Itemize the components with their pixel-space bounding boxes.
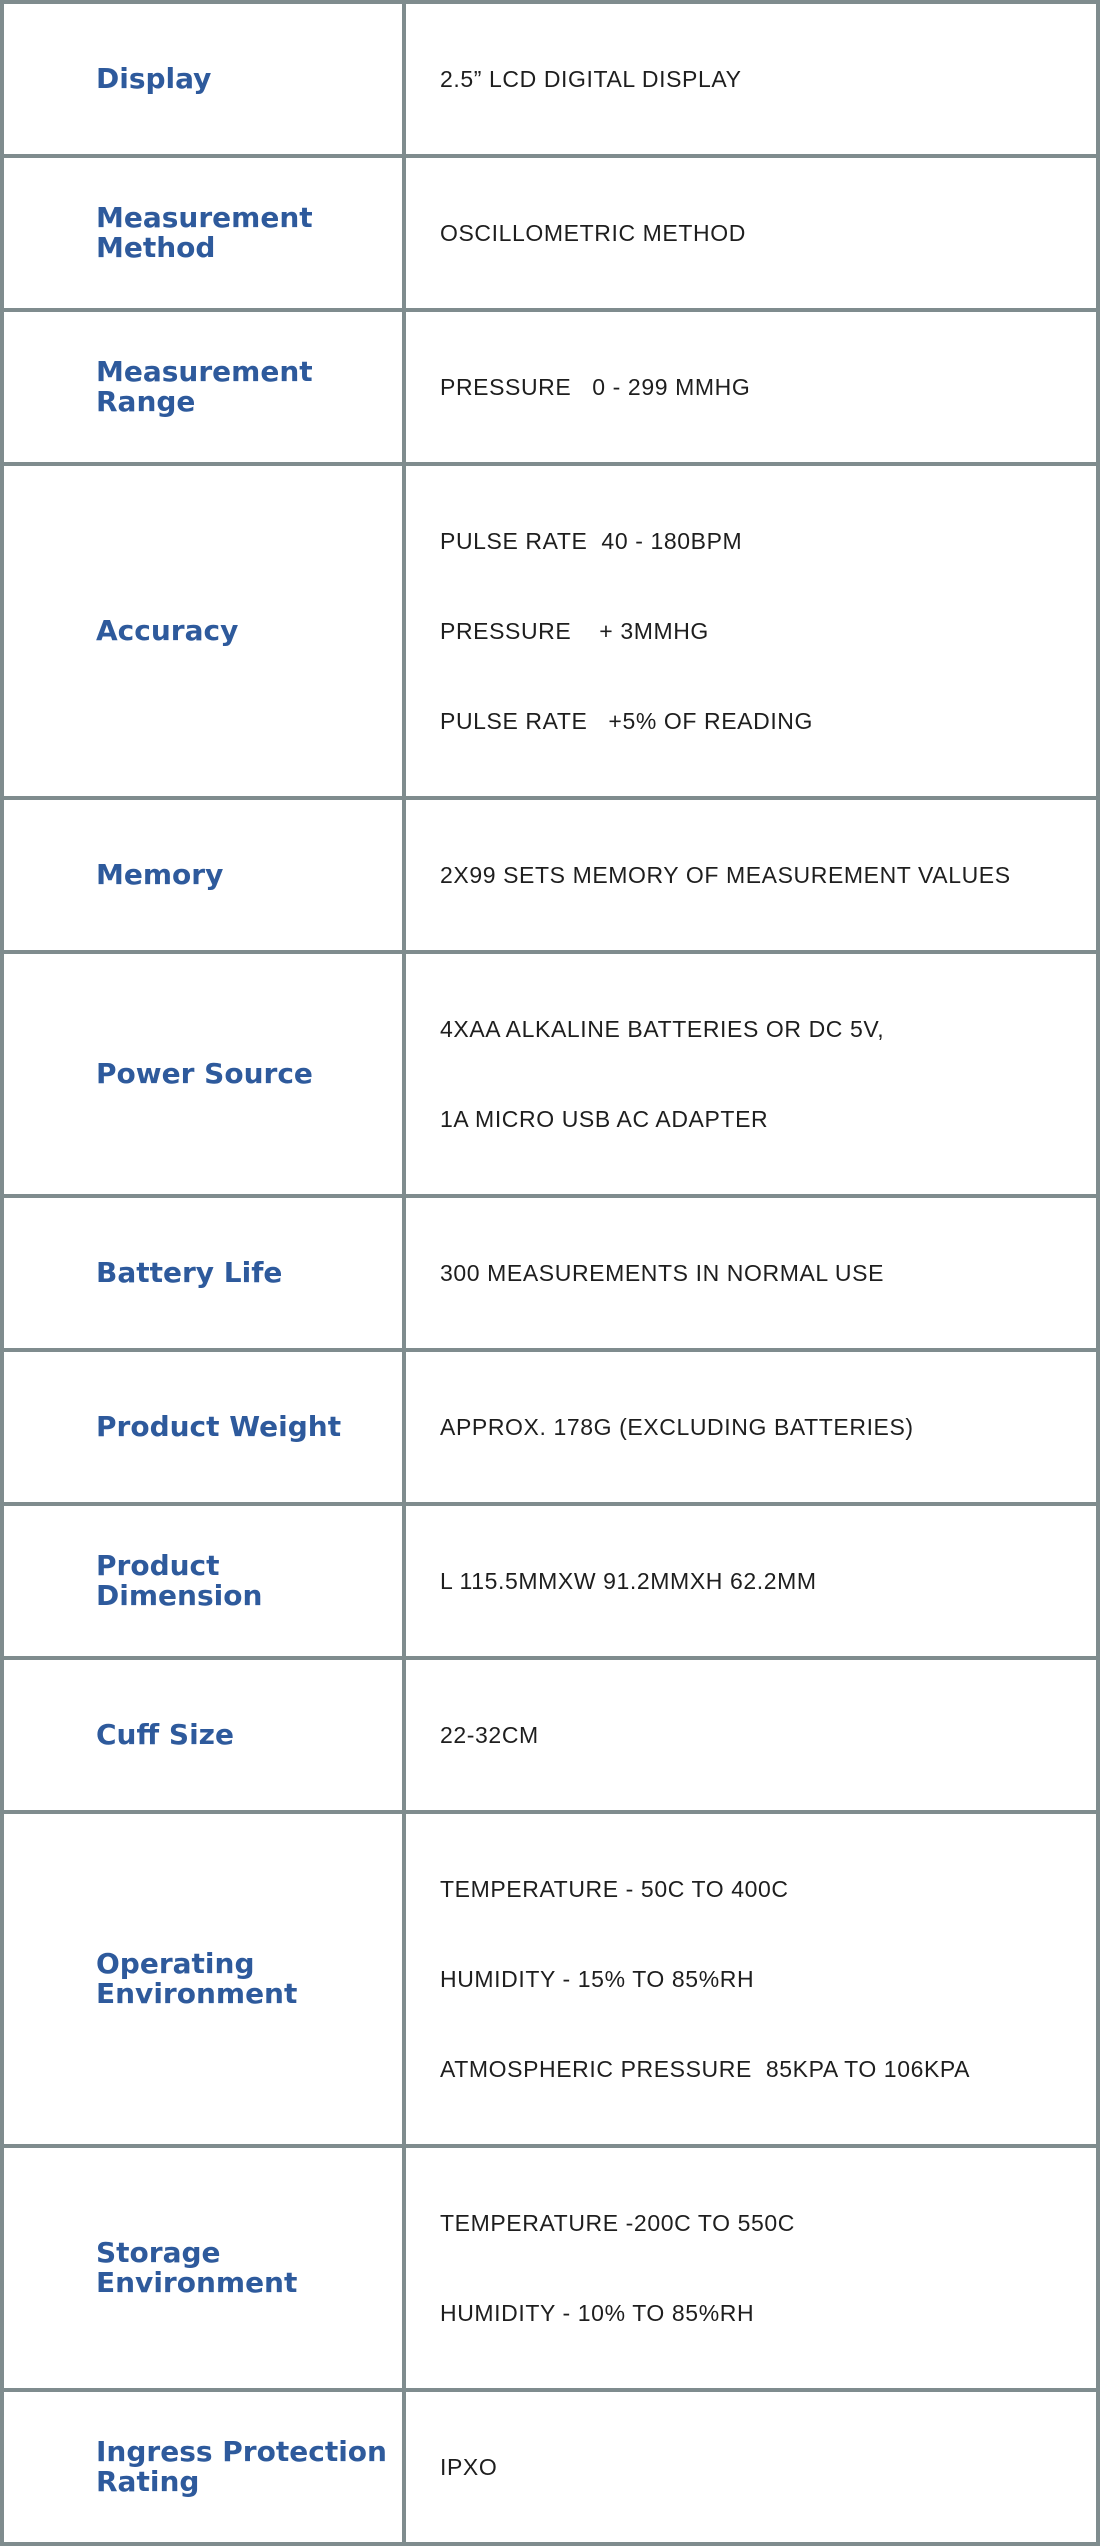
spec-value-line: PRESSURE + 3MMHG — [440, 618, 709, 644]
spec-value — [404, 798, 1098, 952]
spec-value-line: 1A MICRO USB AC ADAPTER — [440, 1106, 769, 1132]
spec-value-line: 4XAA ALKALINE BATTERIES OR DC 5V, — [440, 1016, 885, 1042]
spec-label: Power Source — [2, 952, 404, 1196]
spec-row-battery-life — [2, 1196, 1098, 1350]
spec-value-line: HUMIDITY - 15% TO 85%RH — [440, 1966, 755, 1992]
spec-value — [404, 1196, 1098, 1350]
spec-label: Storage Environment — [2, 2146, 404, 2390]
spec-row-product-weight — [2, 1350, 1098, 1504]
spec-value-line: PULSE RATE 40 - 180BPM — [440, 528, 743, 554]
spec-value — [404, 310, 1098, 464]
spec-label: Measurement Method — [2, 156, 404, 310]
spec-row-cuff-size — [2, 1658, 1098, 1812]
spec-row-ingress-protection-rating — [2, 2390, 1098, 2544]
spec-value — [404, 1350, 1098, 1504]
spec-value-line: 22-32CM — [440, 1722, 539, 1748]
spec-value-line: HUMIDITY - 10% TO 85%RH — [440, 2300, 755, 2326]
spec-label: Accuracy — [2, 464, 404, 798]
spec-label: Display — [2, 2, 404, 156]
spec-row-measurement-range — [2, 310, 1098, 464]
spec-value — [404, 1504, 1098, 1658]
spec-value — [404, 2390, 1098, 2544]
spec-label: Ingress Protection Rating — [2, 2390, 404, 2544]
spec-row-product-dimension — [2, 1504, 1098, 1658]
spec-value — [404, 2146, 1098, 2390]
spec-row-display — [2, 2, 1098, 156]
spec-value — [404, 1658, 1098, 1812]
spec-value-line: TEMPERATURE -200C TO 550C — [440, 2210, 795, 2236]
spec-row-power-source — [2, 952, 1098, 1196]
spec-value-line: ATMOSPHERIC PRESSURE 85KPA TO 106KPA — [440, 2056, 971, 2082]
spec-value-line: APPROX. 178G (EXCLUDING BATTERIES) — [440, 1414, 914, 1440]
spec-label: Product Dimension — [2, 1504, 404, 1658]
spec-value-line: IPXO — [440, 2454, 498, 2480]
spec-value-line: OSCILLOMETRIC METHOD — [440, 220, 746, 246]
spec-value-line: L 115.5MMXW 91.2MMXH 62.2MM — [440, 1568, 817, 1594]
spec-value-line: 2.5” LCD DIGITAL DISPLAY — [440, 66, 742, 92]
spec-label: Memory — [2, 798, 404, 952]
spec-value-line: PRESSURE 0 - 299 MMHG — [440, 374, 751, 400]
spec-label: Product Weight — [2, 1350, 404, 1504]
spec-label: Battery Life — [2, 1196, 404, 1350]
spec-row-storage-environment — [2, 2146, 1098, 2390]
spec-row-memory — [2, 798, 1098, 952]
spec-label: Cuff Size — [2, 1658, 404, 1812]
spec-label: Measurement Range — [2, 310, 404, 464]
spec-row-operating-environment — [2, 1812, 1098, 2146]
spec-value-line: 300 MEASUREMENTS IN NORMAL USE — [440, 1260, 885, 1286]
spec-row-measurement-method — [2, 156, 1098, 310]
spec-value-line: 2X99 SETS MEMORY OF MEASUREMENT VALUES — [440, 862, 1011, 888]
spec-value-line: PULSE RATE +5% OF READING — [440, 708, 814, 734]
spec-row-accuracy — [2, 464, 1098, 798]
spec-value — [404, 464, 1098, 798]
spec-value — [404, 156, 1098, 310]
spec-value — [404, 952, 1098, 1196]
spec-value-line: TEMPERATURE - 50C TO 400C — [440, 1876, 789, 1902]
spec-label: Operating Environment — [2, 1812, 404, 2146]
spec-value — [404, 2, 1098, 156]
spec-value — [404, 1812, 1098, 2146]
